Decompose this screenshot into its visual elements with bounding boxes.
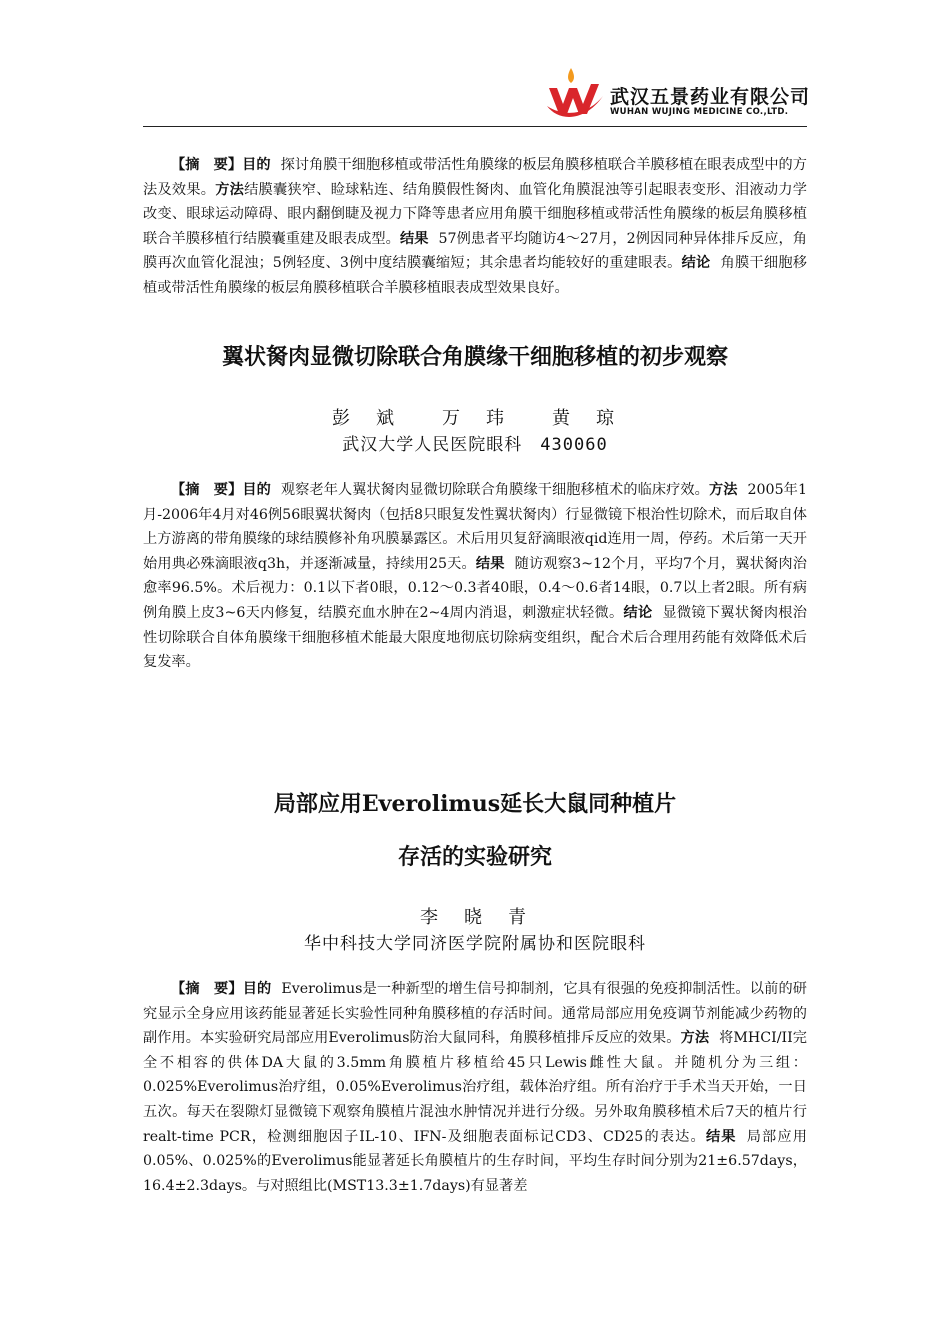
result-label: 结果: [705, 1128, 737, 1145]
title-part: 延长大鼠同种植片: [500, 792, 677, 817]
method-text: 结膜囊狭窄、睑球粘连、结角膜假性胬肉、血管化角膜混浊等引起眼表变形、泪液动力学改变、眼球运动障碍、眼内翻倒睫及视力下降等患者应用角膜干细胞移植或带活性角膜缘的板层角膜移植联合羊膜移植行结膜囊重建及眼表成型。: [143, 181, 807, 247]
method-label: 方法: [215, 181, 245, 198]
method-text: 2005年1月-2006年4月对46例56眼翼状胬肉（包括8只眼复发性翼状胬肉）行显微镜下根治性切除术，而后取自体上方游离的带角膜缘的球结膜修补角巩膜暴露区。术后用贝复舒滴眼液qid连用一周，停药。术后第一天开始用典必殊滴眼液q3h，并逐渐减量，持续用25天。: [143, 482, 807, 572]
objective-text: Everolimus是一种新型的增生信号抑制剂，它具有很强的免疫抑制活性。以前的研究显示全身应用该药能显著延长实验性同种角膜移植的存活时间。通常局部应用免疫调节剂能减少药物的副作用。本实验研究局部应用Everolimus防治大鼠同科，角膜移植排斥反应的效果。: [143, 981, 807, 1047]
objective-text: 观察老年人翼状胬肉显微切除联合角膜缘干细胞移植术的临床疗效。: [280, 482, 709, 498]
method-label: 方法: [708, 482, 738, 498]
title-drug-name: Everolimus: [361, 791, 501, 817]
method-label: 方法: [680, 1030, 710, 1047]
conclusion-label: 结论: [681, 255, 711, 272]
conclusion-text: 显微镜下翼状胬肉根治性切除联合自体角膜缘干细胞移植术能最大限度地彻底切除病变组织，配合术后合理用药能有效降低术后复发率。: [143, 604, 807, 671]
article2-title: 翼状胬肉显微切除联合角膜缘干细胞移植的初步观察: [221, 345, 728, 370]
article2-abstract: [143, 478, 807, 675]
abstract-label: 【摘 要】: [171, 482, 243, 498]
objective-label: 目的: [242, 482, 271, 498]
letterhead: [143, 60, 811, 128]
article3-affiliation: 华中科技大学同济医学院附属协和医院眼科: [304, 934, 646, 954]
objective-label: 目的: [242, 157, 271, 173]
result-label: 结果: [399, 230, 429, 247]
company-name-chinese: 武汉五景药业有限公司: [610, 86, 811, 108]
article3-title-line2: 存活的实验研究: [397, 845, 552, 870]
header-divider: [143, 126, 807, 127]
result-label: 结果: [475, 555, 505, 572]
article1-abstract: [143, 153, 807, 301]
company-logo-icon: [545, 66, 605, 122]
result-text: 57例患者平均随访4～27月，2例因同种异体排斥反应，角膜再次血管化混浊；5例轻度、3例中度结膜囊缩短；其余患者均能较好的重建眼表。: [143, 230, 807, 272]
title-part: 局部应用: [273, 792, 362, 817]
conclusion-label: 结论: [623, 604, 653, 621]
objective-label: 目的: [242, 981, 272, 997]
article3-abstract: [143, 977, 807, 1198]
result-text: 局部应用0.05%、0.025%的Everolimus能显著延长角膜植片的生存时间，平均生存时间分别为21±6.57days，16.4±2.3days。与对照组比(MST13.3±1.7days)有显著差: [143, 1128, 807, 1194]
article2-authors: 彭 斌 万 玮 黄 琼: [332, 408, 618, 429]
objective-text: 探讨角膜干细胞移植或带活性角膜缘的板层角膜移植联合羊膜移植在眼表成型中的方法及效果。: [143, 157, 807, 198]
conclusion-text: 角膜干细胞移植或带活性角膜缘的板层角膜移植联合羊膜移植眼表成型效果良好。: [143, 255, 807, 296]
abstract-label: 【摘 要】: [171, 157, 243, 173]
article3-title-line1: [143, 787, 807, 818]
abstract-label: 【摘 要】: [171, 981, 243, 997]
article2-affiliation: 武汉大学人民医院眼科 430060: [342, 435, 608, 455]
method-text: 将MHCI/II完全不相容的供体DA大鼠的3.5mm角膜植片移植给45只Lewis雌性大鼠。并随机分为三组：0.025%Everolimus治疗组，0.05%Everolimus治疗组，载体治疗组。所有治疗于手术当天开始，一日五次。每天在裂隙灯显微镜下观察角膜植片混浊水肿情况并进行分级。另外取角膜移植术后7天的植片行realt-time PCR，检测细胞因子IL-10、IFN-及细胞表面标记CD3、CD25的表达。: [143, 1030, 807, 1145]
result-text: 随访观察3~12个月，平均7个月，翼状胬肉治愈率96.5%。术后视力：0.1以下者0眼，0.12～0.3者40眼，0.4～0.6者14眼，0.7以上者2眼。所有病例角膜上皮3~6天内修复，结膜充血水肿在2~4周内消退，刺激症状轻微。: [143, 555, 807, 621]
company-name-english: WUHAN WUJING MEDICINE CO.,LTD.: [610, 107, 789, 117]
article3-authors: 李 晓 青: [420, 907, 530, 928]
